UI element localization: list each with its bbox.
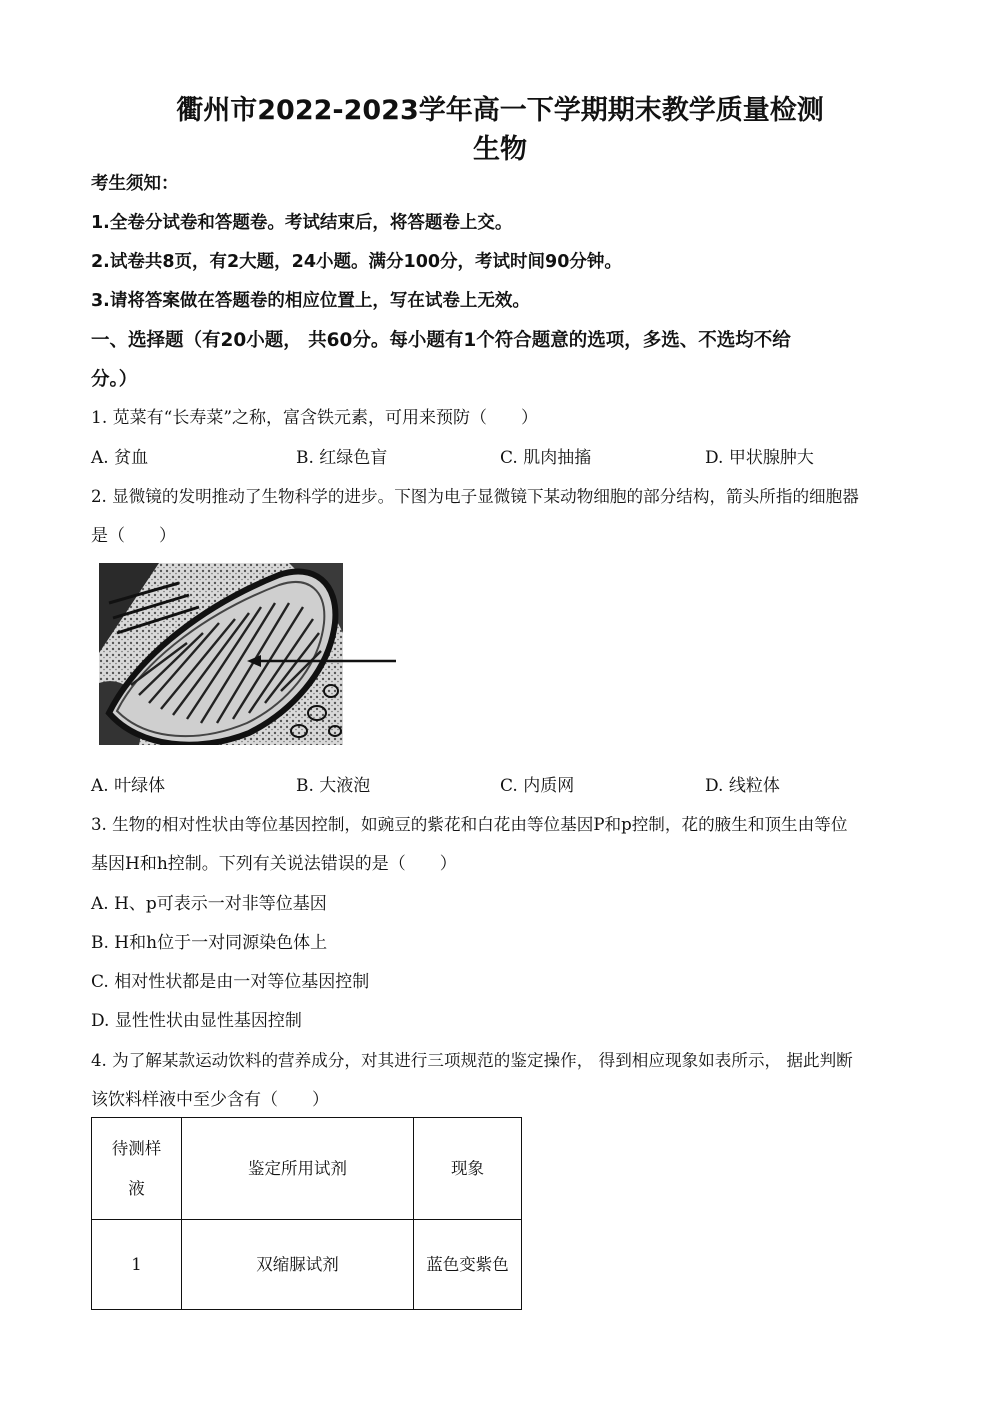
table-cell: 蓝色变紫色 (414, 1220, 522, 1310)
section-heading-cont: 分。） (91, 369, 138, 390)
notice-item-2: 2.试卷共8页，有2大题，24小题。满分100分，考试时间90分钟。 (91, 252, 622, 272)
q3-stem-cont: 基因H和h控制。下列有关说法错误的是（ ） (91, 854, 457, 874)
q1-option-c: C. 肌肉抽搐 (500, 448, 592, 468)
notice-heading: 考生须知： (91, 174, 179, 194)
table-cell: 1 (92, 1220, 182, 1310)
table-header-cell (92, 1118, 182, 1220)
q3-stem: 3. 生物的相对性状由等位基因控制，如豌豆的紫花和白花由等位基因P和p控制，花的腋生和顶生由等位 (91, 815, 848, 834)
table-cell: 双缩脲试剂 (182, 1220, 414, 1310)
q2-option-c: C. 内质网 (500, 776, 575, 796)
table-header-row (92, 1118, 522, 1220)
q2-stem-cont: 是（ ） (91, 526, 176, 546)
q3-option-a: A. H、p可表示一对非等位基因 (91, 894, 327, 914)
q2-option-d: D. 线粒体 (705, 776, 780, 796)
q1-option-a: A. 贫血 (91, 448, 149, 468)
table-header-cell: 现象 (414, 1118, 522, 1220)
q1-option-d: D. 甲状腺肿大 (705, 448, 814, 468)
exam-subject: 生物 (473, 134, 527, 165)
reagent-table (91, 1117, 522, 1310)
table-row (92, 1220, 522, 1310)
q2-stem: 2. 显微镜的发明推动了生物科学的进步。下图为电子显微镜下某动物细胞的部分结构，箭头所指的细胞器 (91, 487, 859, 506)
q4-stem-cont: 该饮料样液中至少含有（ ） (91, 1090, 329, 1110)
q2-option-b: B. 大液泡 (296, 776, 371, 796)
q2-option-a: A. 叶绿体 (91, 776, 166, 796)
notice-item-1: 1.全卷分试卷和答题卷。考试结束后，将答题卷上交。 (91, 213, 513, 233)
q4-stem: 4. 为了解某款运动饮料的营养成分，对其进行三项规范的鉴定操作， 得到相应现象如表所示， 据此判断 (91, 1051, 853, 1070)
section-heading: 一、选择题（有20小题， 共60分。每小题有1个符合题意的选项，多选、不选均不给 (91, 330, 791, 351)
q3-option-d: D. 显性性状由显性基因控制 (91, 1011, 302, 1031)
q1-stem: 1. 苋菜有“长寿菜”之称，富含铁元素，可用来预防（ ） (91, 408, 539, 428)
q3-option-b: B. H和h位于一对同源染色体上 (91, 933, 328, 953)
mitochondrion-micrograph (99, 563, 399, 747)
notice-item-3: 3.请将答案做在答题卷的相应位置上，写在试卷上无效。 (91, 291, 530, 311)
exam-title: 衢州市2022-2023学年高一下学期期末教学质量检测 (176, 95, 824, 126)
header-sample: 待测样液 (111, 1138, 162, 1198)
q1-option-b: B. 红绿色盲 (296, 448, 388, 468)
table-header-cell: 鉴定所用试剂 (182, 1118, 414, 1220)
q3-option-c: C. 相对性状都是由一对等位基因控制 (91, 972, 370, 992)
